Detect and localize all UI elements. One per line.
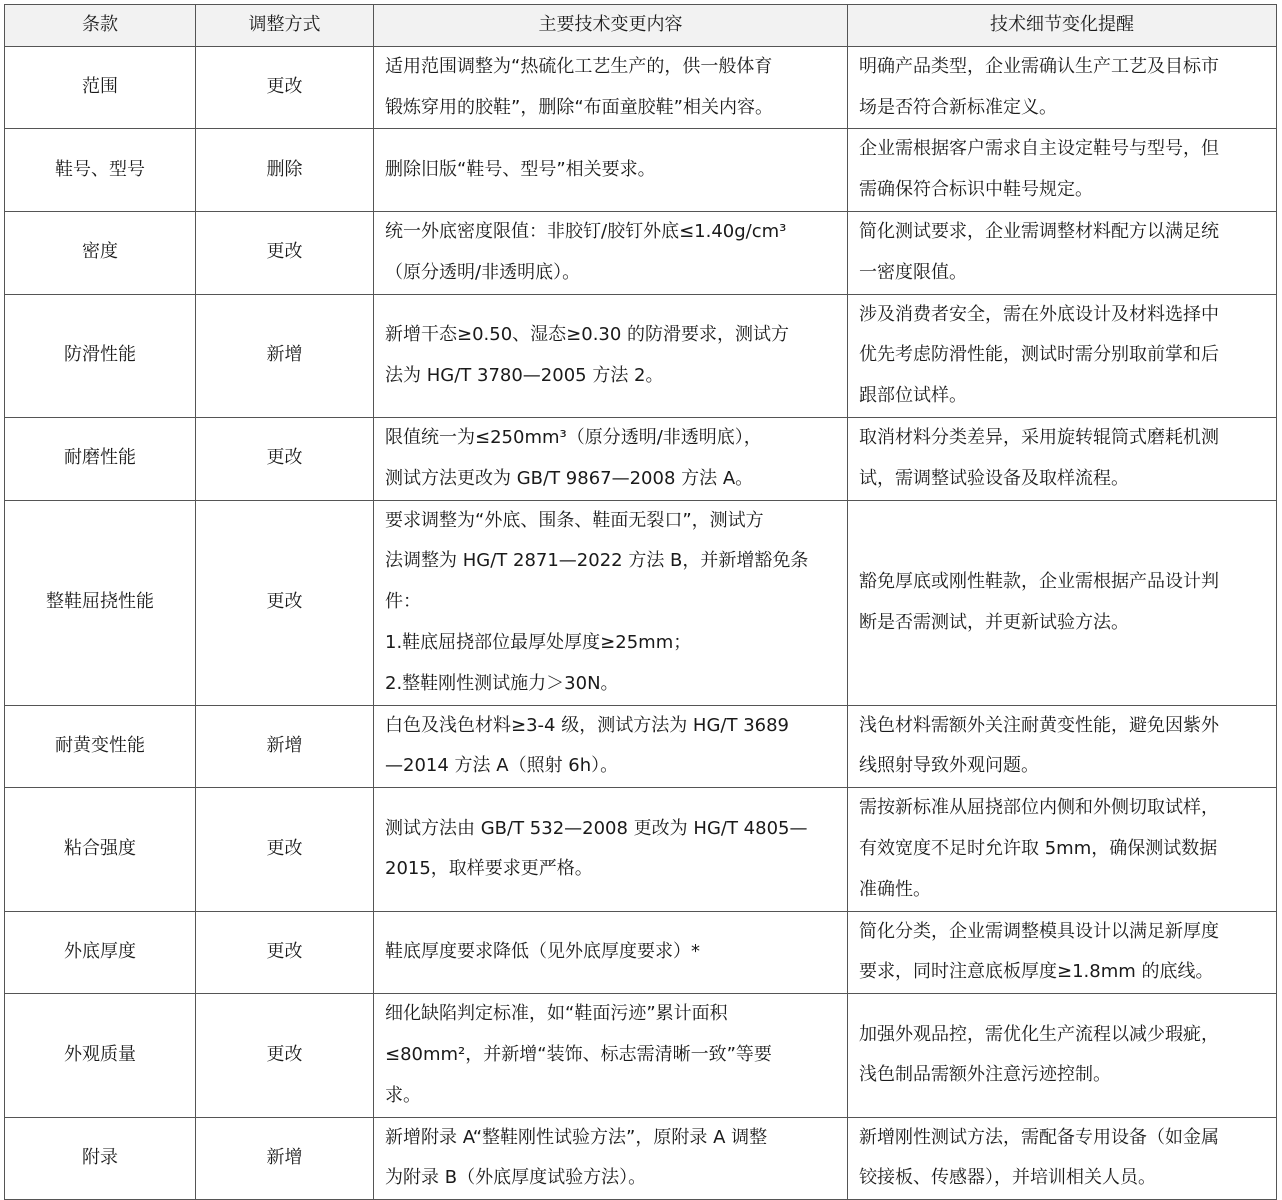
reminder-cell [848, 129, 1277, 212]
table-row [5, 294, 1277, 417]
content-line: 鞋底厚度要求降低（见外底厚度要求）* [385, 940, 700, 962]
reminder-line: 有效宽度不足时允许取 5mm，确保测试数据 [859, 837, 1218, 859]
content-cell [374, 788, 848, 911]
reminder-line: 浅色制品需额外注意污迹控制。 [859, 1064, 1111, 1086]
clause-cell: 耐黄变性能 [5, 705, 196, 788]
content-cell [374, 417, 848, 500]
content-line: 法调整为 HG/T 2871—2022 方法 B，并新增豁免条 [385, 550, 809, 572]
content-line: ≤80mm²，并新增“装饰、标志需清晰一致”等要 [385, 1043, 772, 1065]
mode-cell: 更改 [196, 500, 374, 705]
content-line: 统一外底密度限值：非胶钉/胶钉外底≤1.40g/cm³ [385, 220, 787, 242]
comparison-table-container [4, 4, 1276, 1200]
mode-cell: 更改 [196, 417, 374, 500]
reminder-line: 需确保符合标识中鞋号规定。 [859, 179, 1093, 201]
reminder-cell [848, 1117, 1277, 1200]
clause-cell: 附录 [5, 1117, 196, 1200]
reminder-cell [848, 294, 1277, 417]
content-line: 求。 [385, 1084, 421, 1106]
reminder-line: 加强外观品控，需优化生产流程以减少瑕疵， [859, 1023, 1219, 1045]
mode-cell: 新增 [196, 294, 374, 417]
clause-cell: 外底厚度 [5, 911, 196, 994]
reminder-cell [848, 994, 1277, 1117]
reminder-line: 要求，同时注意底板厚度≥1.8mm 的底线。 [859, 961, 1214, 983]
reminder-line: 断是否需测试，并更新试验方法。 [859, 611, 1129, 633]
content-line: 1.鞋底屈挠部位最厚处厚度≥25mm； [385, 631, 692, 653]
reminder-line: 线照射导致外观问题。 [859, 755, 1039, 777]
table-row [5, 417, 1277, 500]
table-row [5, 911, 1277, 994]
content-cell [374, 129, 848, 212]
reminder-cell [848, 500, 1277, 705]
content-line: 限值统一为≤250mm³（原分透明/非透明底）， [385, 426, 762, 448]
reminder-cell [848, 211, 1277, 294]
content-cell [374, 46, 848, 129]
clause-cell: 整鞋屈挠性能 [5, 500, 196, 705]
mode-cell: 更改 [196, 994, 374, 1117]
header-clause: 条款 [5, 5, 196, 47]
clause-cell: 鞋号、型号 [5, 129, 196, 212]
reminder-cell [848, 788, 1277, 911]
reminder-line: 简化测试要求，企业需调整材料配方以满足统 [859, 220, 1219, 242]
content-cell [374, 211, 848, 294]
reminder-line: 简化分类，企业需调整模具设计以满足新厚度 [859, 920, 1219, 942]
content-line: 为附录 B（外底厚度试验方法）。 [385, 1167, 647, 1189]
content-cell [374, 294, 848, 417]
table-row [5, 46, 1277, 129]
reminder-line: 铰接板、传感器），并培训相关人员。 [859, 1167, 1156, 1189]
content-line: 2015，取样要求更严格。 [385, 858, 593, 880]
table-row [5, 129, 1277, 212]
clause-cell: 密度 [5, 211, 196, 294]
reminder-line: 豁免厚底或刚性鞋款，企业需根据产品设计判 [859, 570, 1219, 592]
table-row [5, 994, 1277, 1117]
reminder-line: 一密度限值。 [859, 261, 967, 283]
content-line: 法为 HG/T 3780—2005 方法 2。 [385, 364, 664, 386]
mode-cell: 更改 [196, 788, 374, 911]
header-content: 主要技术变更内容 [374, 5, 848, 47]
header-row [5, 5, 1277, 47]
header-reminder: 技术细节变化提醒 [848, 5, 1277, 47]
reminder-cell [848, 911, 1277, 994]
content-line: 测试方法更改为 GB/T 9867—2008 方法 A。 [385, 467, 754, 489]
reminder-line: 优先考虑防滑性能，测试时需分别取前掌和后 [859, 344, 1219, 366]
mode-cell: 删除 [196, 129, 374, 212]
clause-cell: 外观质量 [5, 994, 196, 1117]
content-line: 件： [385, 591, 421, 613]
content-cell [374, 500, 848, 705]
clause-cell: 防滑性能 [5, 294, 196, 417]
content-line: 要求调整为“外底、围条、鞋面无裂口”，测试方 [385, 509, 764, 531]
content-cell [374, 994, 848, 1117]
content-line: （原分透明/非透明底）。 [385, 261, 581, 283]
table-row [5, 1117, 1277, 1200]
reminder-line: 场是否符合新标准定义。 [859, 96, 1057, 118]
mode-cell: 新增 [196, 1117, 374, 1200]
standard-changes-table [4, 4, 1277, 1200]
reminder-line: 准确性。 [859, 878, 931, 900]
reminder-line: 取消材料分类差异，采用旋转辊筒式磨耗机测 [859, 426, 1219, 448]
mode-cell: 更改 [196, 911, 374, 994]
reminder-line: 涉及消费者安全，需在外底设计及材料选择中 [859, 303, 1219, 325]
clause-cell: 粘合强度 [5, 788, 196, 911]
reminder-line: 新增刚性测试方法，需配备专用设备（如金属 [859, 1126, 1219, 1148]
content-line: 细化缺陷判定标准，如“鞋面污迹”累计面积 [385, 1003, 728, 1025]
table-row [5, 788, 1277, 911]
content-line: 锻炼穿用的胶鞋”，删除“布面童胶鞋”相关内容。 [385, 96, 773, 118]
content-line: 删除旧版“鞋号、型号”相关要求。 [385, 158, 656, 180]
content-line: —2014 方法 A（照射 6h）。 [385, 755, 619, 777]
clause-cell: 耐磨性能 [5, 417, 196, 500]
table-row [5, 705, 1277, 788]
content-line: 2.整鞋刚性测试施力＞30N。 [385, 672, 619, 694]
content-line: 新增附录 A“整鞋刚性试验方法”，原附录 A 调整 [385, 1126, 768, 1148]
reminder-line: 需按新标准从屈挠部位内侧和外侧切取试样， [859, 797, 1219, 819]
content-cell [374, 911, 848, 994]
clause-cell: 范围 [5, 46, 196, 129]
content-line: 新增干态≥0.50、湿态≥0.30 的防滑要求，测试方 [385, 323, 790, 345]
content-cell [374, 1117, 848, 1200]
content-line: 适用范围调整为“热硫化工艺生产的，供一般体育 [385, 55, 773, 77]
content-line: 测试方法由 GB/T 532—2008 更改为 HG/T 4805— [385, 817, 808, 839]
reminder-line: 明确产品类型，企业需确认生产工艺及目标市 [859, 55, 1219, 77]
content-line: 白色及浅色材料≥3-4 级，测试方法为 HG/T 3689 [385, 714, 789, 736]
mode-cell: 更改 [196, 46, 374, 129]
reminder-line: 跟部位试样。 [859, 385, 967, 407]
reminder-cell [848, 46, 1277, 129]
reminder-cell [848, 417, 1277, 500]
reminder-cell [848, 705, 1277, 788]
table-row [5, 500, 1277, 705]
content-cell [374, 705, 848, 788]
reminder-line: 试，需调整试验设备及取样流程。 [859, 467, 1129, 489]
table-row [5, 211, 1277, 294]
reminder-line: 企业需根据客户需求自主设定鞋号与型号，但 [859, 138, 1219, 160]
mode-cell: 更改 [196, 211, 374, 294]
mode-cell: 新增 [196, 705, 374, 788]
header-mode: 调整方式 [196, 5, 374, 47]
reminder-line: 浅色材料需额外关注耐黄变性能，避免因紫外 [859, 714, 1219, 736]
